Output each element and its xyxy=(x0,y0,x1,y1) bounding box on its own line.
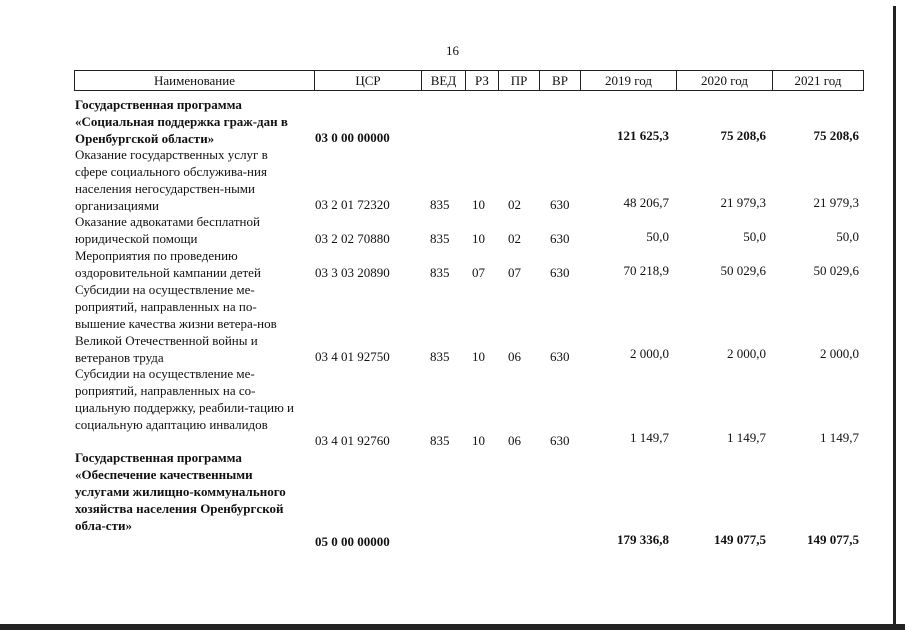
row-csr: 03 4 01 92760 xyxy=(315,433,390,448)
row-csr: 03 3 03 20890 xyxy=(315,265,390,280)
header-ved: ВЕД xyxy=(430,73,457,88)
row-vr: 630 xyxy=(550,265,570,280)
row-rz: 10 xyxy=(472,349,485,364)
row-2019: 121 625,3 xyxy=(617,128,669,143)
row-2019: 2 000,0 xyxy=(630,346,669,361)
row-vr: 630 xyxy=(550,231,570,246)
row-csr: 03 0 00 00000 xyxy=(315,130,390,145)
row-2021: 149 077,5 xyxy=(807,532,859,547)
header-csr: ЦСР xyxy=(355,73,381,88)
row-vr: 630 xyxy=(550,349,570,364)
row-name: Мероприятия по проведению оздоровительной кампании детей xyxy=(75,248,261,280)
row-2019: 70 218,9 xyxy=(623,263,669,278)
row-csr: 03 2 02 70880 xyxy=(315,231,390,246)
header-name: Наименование xyxy=(154,73,235,88)
header-2019: 2019 год xyxy=(605,73,652,88)
row-2019: 50,0 xyxy=(646,229,669,244)
page-number: 16 xyxy=(446,43,459,58)
row-2020: 1 149,7 xyxy=(727,430,766,445)
header-2021: 2021 год xyxy=(794,73,842,88)
row-pr: 06 xyxy=(508,349,521,364)
row-2020: 21 979,3 xyxy=(720,195,766,210)
row-name: Государственная программа «Социальная поддержка граж-дан в Оренбургской области» xyxy=(75,97,288,146)
header-2020: 2020 год xyxy=(701,73,748,88)
row-2021: 75 208,6 xyxy=(813,128,859,143)
row-rz: 07 xyxy=(472,265,485,280)
header-vr: ВР xyxy=(552,73,568,88)
row-csr: 03 4 01 92750 xyxy=(315,349,390,364)
row-name: Субсидии на осуществление ме-роприятий, направленных на по-вышение качества жизни ветера-нов Великой Отечественной войны и ветеранов труда xyxy=(75,282,277,365)
row-2021: 50,0 xyxy=(836,229,859,244)
header-pr: ПР xyxy=(510,73,528,88)
row-name: Государственная программа «Обеспечение качественными услугами жилищно-коммунального хозяйства населения Оренбургской обла-сти» xyxy=(75,450,286,533)
row-2019: 48 206,7 xyxy=(623,195,669,210)
row-pr: 06 xyxy=(508,433,521,448)
row-rz: 10 xyxy=(472,433,485,448)
row-name: Субсидии на осуществление ме-роприятий, направленных на со-циальную поддержку, реабили-тацию и социальную адаптацию инвалидов xyxy=(75,366,295,432)
row-ved: 835 xyxy=(430,265,450,280)
row-ved: 835 xyxy=(430,197,450,212)
row-pr: 02 xyxy=(508,231,521,246)
row-2020: 50,0 xyxy=(743,229,766,244)
row-vr: 630 xyxy=(550,433,570,448)
row-csr: 05 0 00 00000 xyxy=(315,534,390,549)
row-name: Оказание государственных услуг в сфере социального обслужива-ния населения негосударствен-ными организациями xyxy=(75,147,268,213)
row-rz: 10 xyxy=(472,197,485,212)
page-border-right xyxy=(893,6,896,628)
row-pr: 02 xyxy=(508,197,521,212)
row-rz: 10 xyxy=(472,231,485,246)
row-pr: 07 xyxy=(508,265,521,280)
row-2020: 50 029,6 xyxy=(720,263,766,278)
row-2020: 75 208,6 xyxy=(720,128,766,143)
row-ved: 835 xyxy=(430,349,450,364)
row-vr: 630 xyxy=(550,197,570,212)
row-csr: 03 2 01 72320 xyxy=(315,197,390,212)
page-border-bottom xyxy=(0,624,905,630)
table-header xyxy=(74,70,864,91)
row-2021: 2 000,0 xyxy=(820,346,859,361)
row-2021: 1 149,7 xyxy=(820,430,859,445)
row-2020: 2 000,0 xyxy=(727,346,766,361)
row-name: Оказание адвокатами бесплатной юридической помощи xyxy=(75,214,260,246)
row-ved: 835 xyxy=(430,433,450,448)
header-rz: РЗ xyxy=(475,73,489,88)
row-ved: 835 xyxy=(430,231,450,246)
row-2020: 149 077,5 xyxy=(714,532,766,547)
row-2019: 179 336,8 xyxy=(617,532,669,547)
row-2021: 21 979,3 xyxy=(813,195,859,210)
row-2021: 50 029,6 xyxy=(813,263,859,278)
row-2019: 1 149,7 xyxy=(630,430,669,445)
